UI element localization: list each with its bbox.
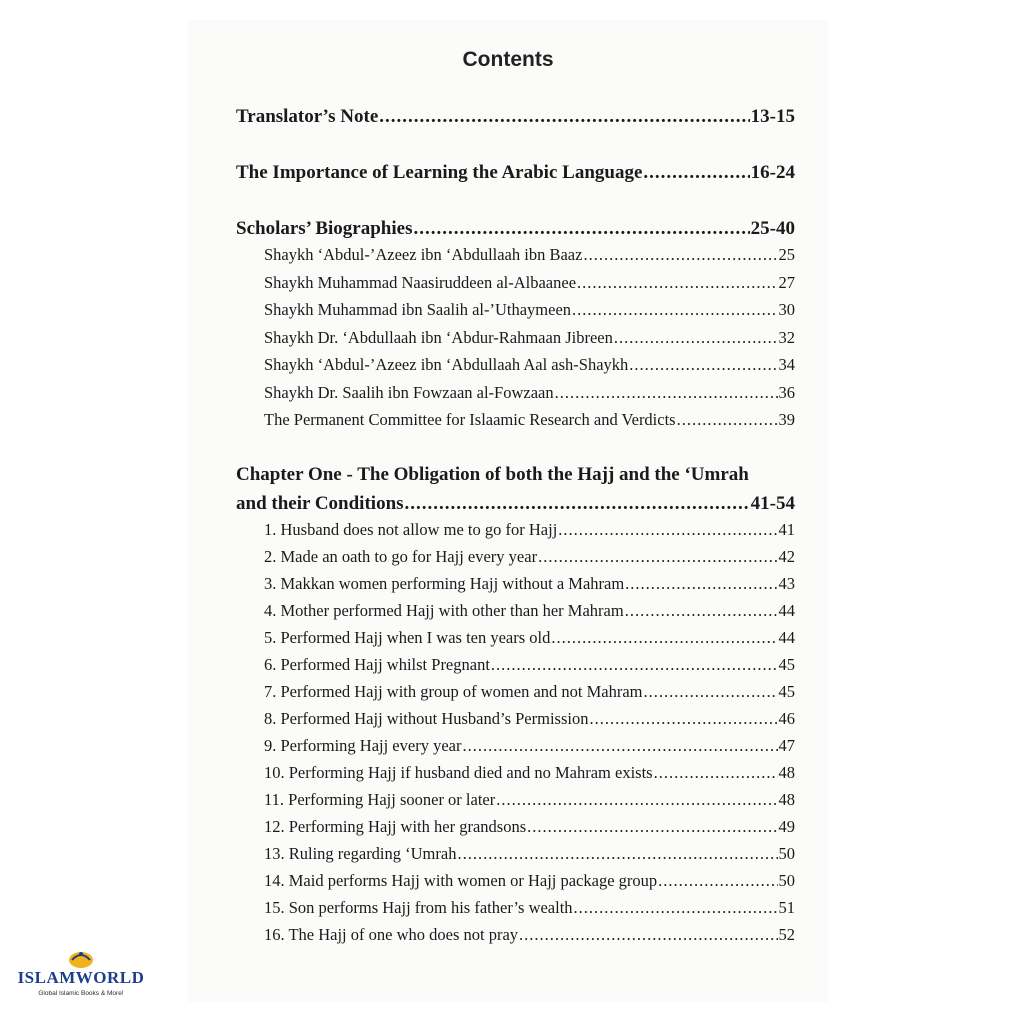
logo-emblem-icon [66,948,96,970]
toc-sub-entry: 5. Performed Hajj when I was ten years old ..... 44 [236,628,795,648]
toc-sub-entry: 13. Ruling regarding ‘Umrah ..... 50 [236,844,795,864]
toc-sub-entry: 12. Performing Hajj with her grandsons ..... 49 [236,817,795,837]
toc-entry-arabic-language: The Importance of Learning the Arabic Language ..... 16-24 [236,162,795,184]
toc-sub-entry: Shaykh ‘Abdul-’Azeez ibn ‘Abdullaah Aal ash-Shaykh ..... 34 [236,355,795,375]
toc-sub-entry: 10. Performing Hajj if husband died and no Mahram exists ..... 48 [236,763,795,783]
toc-sub-entry: 1. Husband does not allow me to go for Hajj ..... 41 [236,520,795,540]
toc-sub-entry: 16. The Hajj of one who does not pray ..... 52 [236,925,795,945]
toc-sub-entry: 7. Performed Hajj with group of women and not Mahram ..... 45 [236,682,795,702]
page-title: Contents [462,48,554,71]
toc-sub-entry: The Permanent Committee for Islaamic Research and Verdicts ..... 39 [236,410,795,430]
toc-sub-entry: Shaykh ‘Abdul-’Azeez ibn ‘Abdullaah ibn Baaz ..... 25 [236,245,795,265]
toc-sub-entry: 4. Mother performed Hajj with other than her Mahram ..... 44 [236,601,795,621]
logo-tagline: Global Islamic Books & More! [38,990,124,997]
toc-sub-entry: 6. Performed Hajj whilst Pregnant ..... 45 [236,655,795,675]
toc-sub-entry: 8. Performed Hajj without Husband’s Permission ..... 46 [236,709,795,729]
toc-sub-entry: Shaykh Dr. Saalih ibn Fowzaan al-Fowzaan ..... 36 [236,383,795,403]
toc-sub-entry: Shaykh Dr. ‘Abdullaah ibn ‘Abdur-Rahmaan Jibreen ..... 32 [236,328,795,348]
toc-sub-entry: 9. Performing Hajj every year ..... 47 [236,736,795,756]
toc-chapter-title-line: Chapter One - The Obligation of both the Hajj and the ‘Umrah [236,464,749,485]
logo-wordmark: ISLAMWORLD [17,968,145,987]
toc-sub-entry: 2. Made an oath to go for Hajj every year ..... 42 [236,547,795,567]
toc-sub-entry: 11. Performing Hajj sooner or later ..... 48 [236,790,795,810]
toc-sub-entry: 14. Maid performs Hajj with women or Hajj package group ..... 50 [236,871,795,891]
toc-sub-entry: 15. Son performs Hajj from his father’s wealth ..... 51 [236,898,795,918]
toc-sub-entry: 3. Makkan women performing Hajj without a Mahram ..... 43 [236,574,795,594]
toc-entry-scholars-biographies: Scholars’ Biographies ..... 25-40 [236,218,795,240]
book-page [188,20,828,1002]
islamworld-logo [6,946,156,1006]
toc-sub-entry: Shaykh Muhammad ibn Saalih al-’Uthaymeen ..... 30 [236,300,795,320]
toc-sub-entry: Shaykh Muhammad Naasiruddeen al-Albaanee ..... 27 [236,273,795,293]
toc-entry-translators-note: Translator’s Note ..... 13-15 [236,106,795,128]
toc-entry-chapter-one: and their Conditions ..... 41-54 [236,493,795,515]
